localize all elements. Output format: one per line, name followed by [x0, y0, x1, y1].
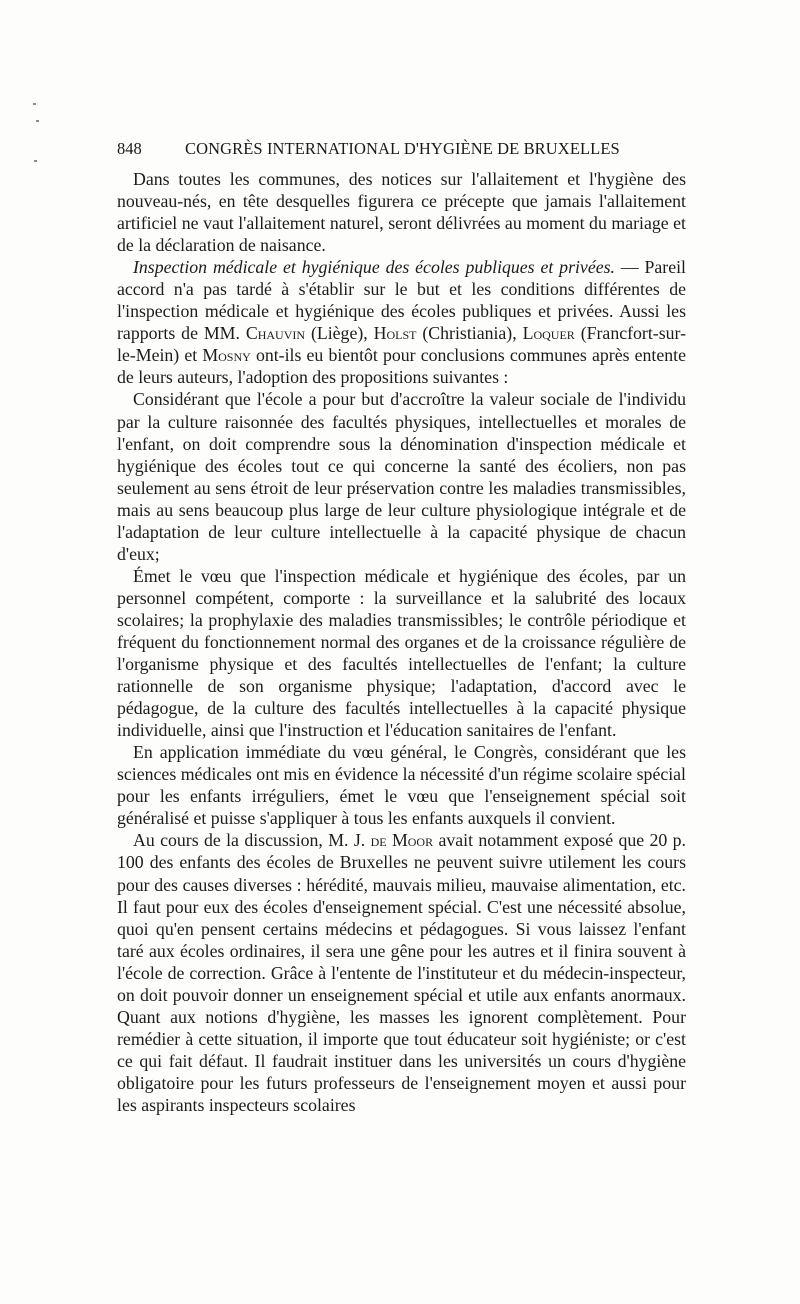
- running-title: CONGRÈS INTERNATIONAL D'HYGIÈNE DE BRUXELLES: [185, 139, 620, 158]
- margin-speck: [36, 120, 39, 122]
- paragraph-text: (Francfort-sur-le-Mein) et: [117, 323, 687, 366]
- paragraph-text: En application immédiate du vœu général, le Congrès, considérant que les sciences médicales ont mis en évidence la nécessité d'un régime scolaire spécial pour les enfants irréguliers, émet le vœu que l'enseignement spécial soit généralisé et puisse s'appliquer à tous les enfants auxquels il convient.: [117, 742, 686, 829]
- author-name: Chauvin: [245, 323, 306, 344]
- paragraph-emet-le-voeu: [117, 565, 686, 741]
- author-name: Loquer: [522, 323, 575, 344]
- paragraph-inspection-medicale: [117, 256, 686, 388]
- paragraph-notices-allaitement: [117, 168, 686, 256]
- author-name: de Moor: [370, 830, 434, 851]
- margin-speck: [34, 160, 37, 162]
- paragraph-text: — Pareil accord n'a pas tardé à s'établir sur le but et les conditions différentes de l'inspection médicale et hygiénique des écoles publiques et privées. Aussi les rapports de MM.: [117, 257, 686, 344]
- page-body: [117, 168, 686, 1116]
- paragraph-text: ont-ils eu bientôt pour conclusions communes après entente de leurs auteurs, l'adoption des propositions suivantes :: [117, 345, 686, 388]
- page-number: 848: [117, 139, 142, 158]
- paragraph-text: Émet le vœu que l'inspection médicale et hygiénique des écoles, par un personnel compétent, comporte : la surveillance et la salubrité des locaux scolaires; la prophylaxie des maladies transmissibles; le contrôle périodique et fréquent du fonctionnement normal des organes et de la croissance régulière de l'organisme physique et des facultés intellectuelles de l'enfant; la culture rationnelle de son organisme physique; l'adaptation, d'accord avec le pédagogue, de la culture des facultés intellectuelles à la capacité physique individuelle, ainsi que l'instruction et l'éducation sanitaires de l'enfant.: [117, 565, 686, 741]
- paragraph-text: Considérant que l'école a pour but d'accroître la valeur sociale de l'individu par la culture raisonnée des facultés physiques, intellectuelles et morales de l'enfant, on doit comprendre sous la dénomination d'inspection médicale et hygiénique des écoles tout ce qui concerne la santé des écoliers, non pas seulement au sens étroit de leur préservation contre les maladies transmissibles, mais au sens beaucoup plus large de leur culture physiologique intégrale et de l'adaptation de leur culture intellectuelle à la capacité physique de chacun d'eux;: [117, 389, 686, 564]
- paragraph-considerant: [117, 388, 686, 564]
- paragraph-text: avait notamment exposé que 20 p. 100 des enfants des écoles de Bruxelles ne peuvent suivre utilement les cours pour des causes diverses : hérédité, mauvais milieu, mauvaise alimentation, etc. Il faut pour eux des écoles d'enseignement spécial. C'est une nécessité absolue, quoi qu'en pensent certains médecins et pédagogues. Si vous laissez l'enfant taré aux écoles ordinaires, il sera une gêne pour les autres et il finira souvent à l'école de correction. Grâce à l'entente de l'instituteur et du médecin-inspecteur, on doit pouvoir donner un enseignement spécial et utile aux enfants anormaux. Quant aux notions d'hygiène, les masses les ignorent complètement. Pour remédier à cette situation, il importe que tout éducateur soit hygiéniste; or c'est ce qui fait défaut. Il faudrait instituer dans les universités un cours d'hygiène obligatoire pour les futurs professeurs de l'enseignement moyen et aussi pour les aspirants inspecteurs scolaires: [117, 830, 686, 1115]
- paragraph-text: Dans toutes les communes, des notices sur l'allaitement et l'hygiène des nouveau-nés, en tête desquelles figurera ce précepte que jamais l'allaitement artificiel ne vaut l'allaitement naturel, seront délivrées au moment du mariage et de la déclaration de naisance.: [117, 169, 686, 256]
- author-name: Mosny: [202, 345, 251, 366]
- author-name: Holst: [373, 323, 417, 344]
- section-heading: Inspection médicale et hygiénique des écoles publiques et privées.: [133, 257, 615, 278]
- paragraph-text: (Liège),: [305, 323, 374, 344]
- paragraph-text: Au cours de la discussion, M. J.: [133, 830, 371, 851]
- paragraph-text: (Christiania),: [416, 323, 523, 344]
- running-header: [117, 139, 685, 161]
- paragraph-discussion: [117, 829, 686, 1116]
- paragraph-application-immediate: [117, 741, 686, 829]
- margin-speck: [33, 103, 36, 105]
